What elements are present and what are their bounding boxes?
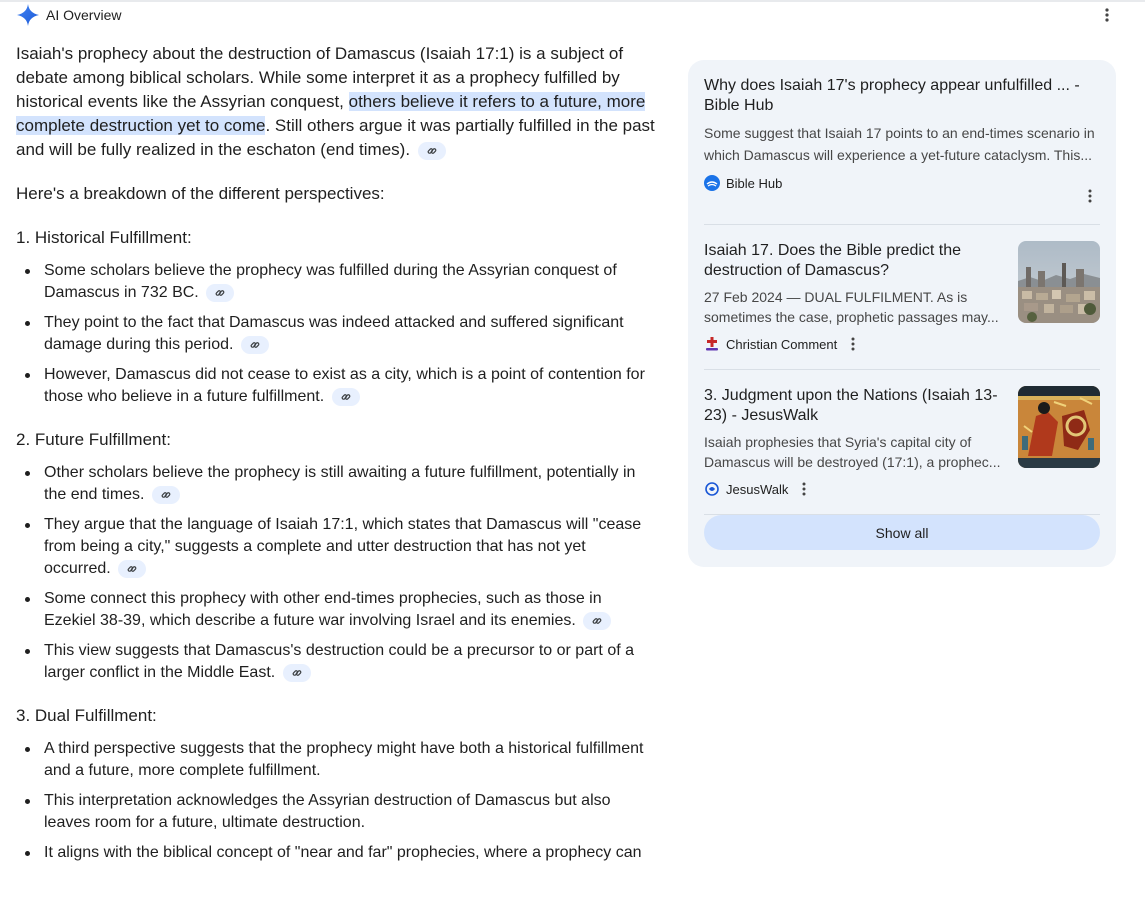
snippet-line: sometimes the case, prophetic passages may... — [704, 309, 999, 325]
source-card-title[interactable]: Isaiah 17. Does the Bible predict the destruction of Damascus? — [704, 242, 962, 279]
section-heading: 1. Historical Fulfillment: — [16, 228, 192, 247]
link-icon — [592, 616, 602, 626]
section-future — [16, 428, 656, 684]
list-item-text: Some connect this prophecy with other end-times prophecies, such as those in Ezekiel 38-39, which describe a future war involving Israel and its enemies. — [44, 590, 602, 629]
top-divider — [0, 0, 1145, 2]
damascus-cityscape-image[interactable] — [1018, 241, 1100, 323]
snippet-line: which Damascus will experience a yet-future cataclysm. This... — [704, 147, 1092, 163]
list-item-text: Other scholars believe the prophecy is still awaiting a future fulfillment, potentially in the end times. — [44, 464, 636, 503]
more-vert-icon[interactable] — [845, 336, 861, 352]
show-all-button[interactable]: Show all — [704, 515, 1100, 550]
list-item-text: This view suggests that Damascus's destruction could be a precursor to or part of a larger conflict in the Middle East. — [44, 642, 634, 681]
source-name: Christian Comment — [726, 336, 838, 352]
source-card-snippet — [704, 122, 1100, 166]
citation-link-button[interactable] — [152, 486, 180, 504]
snippet-line: Some suggest that Isaiah 17 points to an end-times scenario in — [704, 125, 1095, 141]
list-item — [16, 260, 656, 304]
list-item-text: However, Damascus did not cease to exist as a city, which is a point of contention for those who believe in a future fulfillment. — [44, 366, 645, 405]
list-item-text: Some scholars believe the prophecy was fulfilled during the Assyrian conquest of Damascus in 732 BC. — [44, 262, 617, 301]
list-item-text: This interpretation acknowledges the Assyrian destruction of Damascus but also leaves room for a future, ultimate destruction. — [44, 792, 611, 831]
section-dual — [16, 704, 656, 864]
section-heading: 2. Future Fulfillment: — [16, 430, 171, 449]
source-attribution — [704, 174, 1100, 192]
christian-comment-favicon-icon — [704, 336, 720, 352]
source-card-text — [704, 386, 1004, 498]
citation-link-button[interactable] — [241, 336, 269, 354]
ai-overview-header — [16, 4, 121, 26]
source-card-text — [704, 241, 1004, 353]
list-item-text: It aligns with the biblical concept of "near and far" prophecies, where a prophecy can — [44, 844, 642, 861]
more-vert-icon[interactable] — [1082, 188, 1098, 204]
list-item — [16, 588, 656, 632]
globe-favicon-icon — [704, 481, 720, 497]
source-attribution — [704, 335, 1004, 353]
breakdown-intro: Here's a breakdown of the different perspectives: — [16, 184, 385, 203]
link-icon — [250, 340, 260, 350]
snippet-line: 27 Feb 2024 — DUAL FULFILMENT. As is — [704, 289, 968, 305]
section-list — [16, 738, 656, 864]
intro-text: Isaiah's prophecy about the destruction of Damascus (Isaiah 17:1) is a subject of debate among biblical scholars. While some interpret it as a prophecy fulfilled by historical events like the Assyrian conquest, — [16, 44, 624, 111]
section-historical — [16, 226, 656, 408]
source-card-title[interactable]: Why does Isaiah 17's prophecy appear unfulfilled ... - Bible Hub — [704, 77, 1080, 114]
source-name: JesusWalk — [726, 481, 789, 497]
list-item-text: A third perspective suggests that the prophecy might have both a historical fulfillment and a future, more complete fulfillment. — [44, 740, 644, 779]
list-item — [16, 514, 656, 580]
citation-link-button[interactable] — [418, 142, 446, 160]
section-heading: 3. Dual Fulfillment: — [16, 706, 157, 725]
list-item — [16, 312, 656, 356]
source-name: Bible Hub — [726, 175, 783, 191]
list-item — [16, 364, 656, 408]
intro-paragraph — [16, 42, 656, 162]
list-item — [16, 842, 656, 864]
link-icon — [427, 146, 437, 156]
citation-link-button[interactable] — [283, 664, 311, 682]
citation-link-button[interactable] — [206, 284, 234, 302]
source-card-title[interactable]: 3. Judgment upon the Nations (Isaiah 13-23) - JesusWalk — [704, 387, 998, 424]
source-card-snippet — [704, 432, 1004, 472]
link-icon — [341, 392, 351, 402]
list-item — [16, 640, 656, 684]
egyptian-painting-image[interactable] — [1018, 386, 1100, 468]
link-icon — [127, 564, 137, 574]
list-item-text: They argue that the language of Isaiah 17:1, which states that Damascus will "cease from being a city," suggests a complete and utter destruction that has not yet occurred. — [44, 516, 642, 577]
source-attribution — [704, 480, 1004, 498]
source-card-jesuswalk[interactable] — [704, 370, 1100, 515]
source-card-bible-hub[interactable] — [704, 76, 1100, 225]
intro-text-end: . Still others argue it was partially fulfilled in the past and will be fully realized in the eschaton (end times). — [16, 116, 655, 159]
header-title: AI Overview — [46, 7, 122, 23]
link-icon — [161, 490, 171, 500]
link-icon — [215, 288, 225, 298]
citation-link-button[interactable] — [118, 560, 146, 578]
source-card-snippet — [704, 287, 1004, 327]
highlighted-text: others believe it refers to a future, more complete destruction yet to come — [16, 92, 646, 135]
list-item — [16, 738, 656, 782]
more-vert-icon[interactable] — [796, 481, 812, 497]
section-list — [16, 462, 656, 684]
more-vert-icon — [1105, 8, 1109, 22]
snippet-line: Damascus will be destroyed (17:1), a prophec... — [704, 454, 1001, 470]
list-item — [16, 462, 656, 506]
section-list — [16, 260, 656, 408]
list-item — [16, 790, 656, 834]
citation-link-button[interactable] — [583, 612, 611, 630]
snippet-line: Isaiah prophesies that Syria's capital city of — [704, 434, 972, 450]
overview-body — [16, 42, 656, 884]
sparkle-icon — [16, 3, 40, 27]
bible-hub-favicon-icon — [704, 175, 720, 191]
sources-panel — [688, 60, 1116, 567]
link-icon — [292, 668, 302, 678]
citation-link-button[interactable] — [332, 388, 360, 406]
list-item-text: They point to the fact that Damascus was indeed attacked and suffered significant damage during this period. — [44, 314, 624, 353]
more-options-button[interactable] — [1096, 4, 1118, 26]
source-card-christian-comment[interactable] — [704, 225, 1100, 370]
